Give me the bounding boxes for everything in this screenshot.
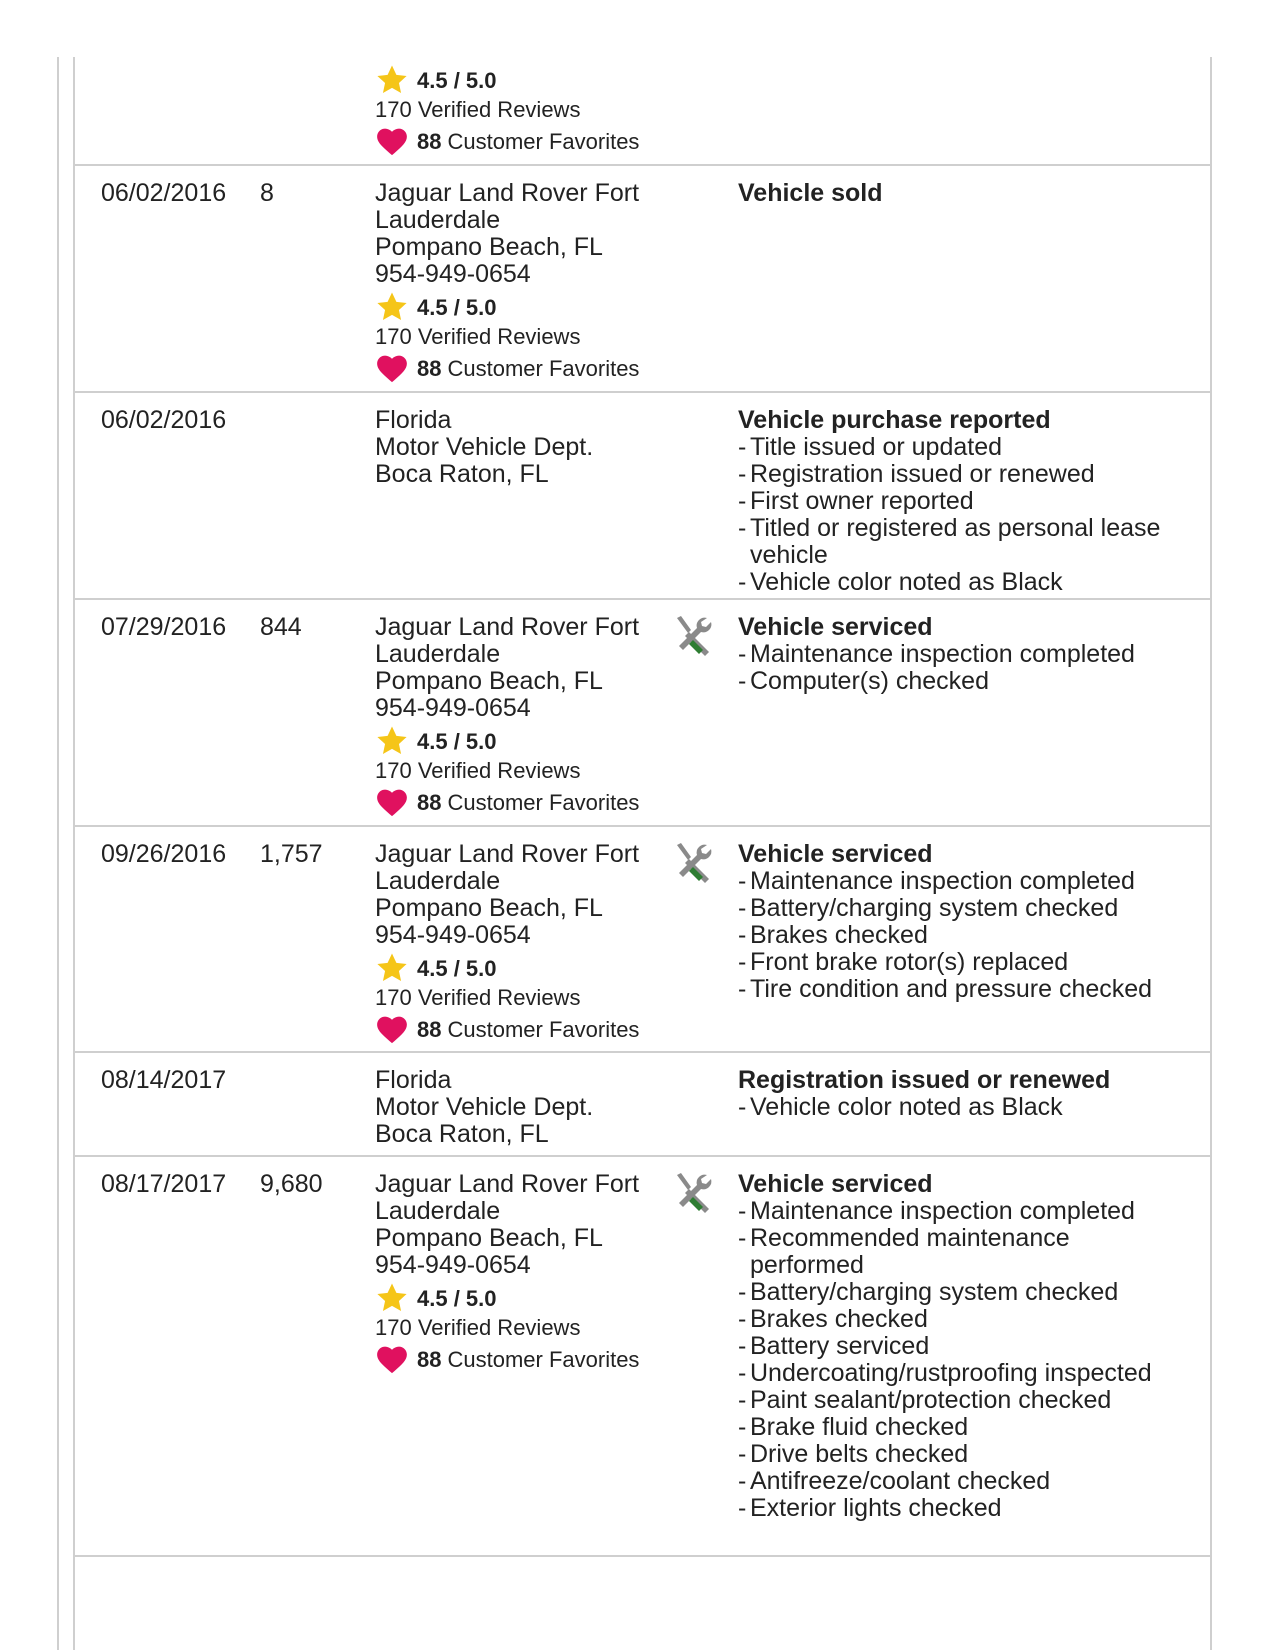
row-source bbox=[375, 841, 639, 1045]
table-row-partial bbox=[75, 57, 1210, 166]
event-detail: - Brakes checked bbox=[738, 1305, 928, 1333]
source-line: Motor Vehicle Dept. bbox=[375, 433, 594, 461]
event-detail: - Undercoating/rustproofing inspected bbox=[738, 1359, 1152, 1387]
rating-value: 4.5 / 5.0 bbox=[417, 294, 497, 320]
event-detail: - Paint sealant/protection checked bbox=[738, 1386, 1112, 1414]
history-table bbox=[73, 57, 1212, 1650]
source-line: Jaguar Land Rover Fort bbox=[375, 613, 640, 641]
customer-favorites bbox=[375, 352, 639, 384]
event-title: Vehicle purchase reported bbox=[738, 406, 1051, 434]
event-detail: - Tire condition and pressure checked bbox=[738, 975, 1153, 1003]
dealer-rating bbox=[375, 292, 639, 322]
favorites-count: 88 bbox=[417, 1346, 442, 1372]
source-line: Jaguar Land Rover Fort bbox=[375, 840, 640, 868]
source-line: Pompano Beach, FL bbox=[375, 1224, 603, 1252]
row-date: 06/02/2016 bbox=[101, 179, 227, 207]
source-line: Boca Raton, FL bbox=[375, 1120, 549, 1148]
event-detail: - Computer(s) checked bbox=[738, 667, 989, 695]
star-icon bbox=[375, 1281, 409, 1315]
event-detail: - Titled or registered as personal lease vehicle bbox=[738, 514, 1161, 569]
source-line: 954-949-0654 bbox=[375, 921, 531, 949]
event-detail: - First owner reported bbox=[738, 487, 974, 515]
star-icon bbox=[375, 724, 409, 758]
event-detail: - Battery serviced bbox=[738, 1332, 930, 1360]
event-detail: - Maintenance inspection completed bbox=[738, 867, 1135, 895]
row-comments bbox=[738, 1067, 1190, 1121]
heart-icon bbox=[375, 125, 409, 157]
favorites-label: Customer Favorites bbox=[447, 128, 640, 154]
customer-favorites bbox=[375, 125, 639, 157]
event-detail: - Registration issued or renewed bbox=[738, 460, 1095, 488]
rating-value: 4.5 / 5.0 bbox=[417, 728, 497, 754]
row-comments bbox=[738, 614, 1190, 695]
source-line: Pompano Beach, FL bbox=[375, 894, 603, 922]
source-line: Pompano Beach, FL bbox=[375, 233, 603, 261]
customer-favorites bbox=[375, 786, 639, 818]
favorites-count: 88 bbox=[417, 1016, 442, 1042]
event-title: Vehicle sold bbox=[738, 179, 883, 207]
event-detail: - Title issued or updated bbox=[738, 433, 1003, 461]
source-line: Boca Raton, FL bbox=[375, 460, 549, 488]
customer-favorites bbox=[375, 1343, 639, 1375]
rating-value: 4.5 / 5.0 bbox=[417, 955, 497, 981]
heart-icon bbox=[375, 1013, 409, 1045]
heart-icon bbox=[375, 1343, 409, 1375]
row-date: 07/29/2016 bbox=[101, 613, 227, 641]
source-line: Florida bbox=[375, 406, 452, 434]
event-detail: - Drive belts checked bbox=[738, 1440, 969, 1468]
row-comments bbox=[738, 1171, 1190, 1522]
star-icon bbox=[375, 290, 409, 324]
event-detail: - Battery/charging system checked bbox=[738, 1278, 1119, 1306]
customer-favorites bbox=[375, 1013, 639, 1045]
verified-reviews-link[interactable]: 170 Verified Reviews bbox=[375, 758, 581, 783]
source-line: Jaguar Land Rover Fort bbox=[375, 1170, 640, 1198]
row-date: 08/17/2017 bbox=[101, 1170, 227, 1198]
verified-reviews-link[interactable]: 170 Verified Reviews bbox=[375, 324, 581, 349]
source-line: Lauderdale bbox=[375, 640, 501, 668]
favorites-count: 88 bbox=[417, 789, 442, 815]
table-row bbox=[75, 393, 1210, 600]
table-row bbox=[75, 166, 1210, 393]
dealer-rating bbox=[375, 726, 639, 756]
row-date: 06/02/2016 bbox=[101, 406, 227, 434]
source-line: 954-949-0654 bbox=[375, 694, 531, 722]
source-line: 954-949-0654 bbox=[375, 1251, 531, 1279]
table-row bbox=[75, 600, 1210, 827]
heart-icon bbox=[375, 786, 409, 818]
event-title: Registration issued or renewed bbox=[738, 1066, 1111, 1094]
row-mileage: 844 bbox=[260, 613, 302, 641]
table-row bbox=[75, 827, 1210, 1053]
heart-icon bbox=[375, 352, 409, 384]
table-row bbox=[75, 1157, 1210, 1557]
event-detail: - Brakes checked bbox=[738, 921, 928, 949]
rating-value: 4.5 / 5.0 bbox=[417, 67, 497, 93]
service-tools-icon bbox=[671, 614, 715, 658]
row-source bbox=[375, 1171, 639, 1375]
event-detail: - Front brake rotor(s) replaced bbox=[738, 948, 1069, 976]
service-tools-icon bbox=[671, 1171, 715, 1215]
favorites-label: Customer Favorites bbox=[447, 1016, 640, 1042]
source-line: Lauderdale bbox=[375, 867, 501, 895]
service-tools-icon bbox=[671, 841, 715, 885]
row-comments bbox=[738, 841, 1190, 1003]
event-detail: - Exterior lights checked bbox=[738, 1494, 1002, 1522]
verified-reviews-link[interactable]: 170 Verified Reviews bbox=[375, 97, 581, 122]
event-detail: - Brake fluid checked bbox=[738, 1413, 969, 1441]
row-date: 09/26/2016 bbox=[101, 840, 227, 868]
event-detail: - Maintenance inspection completed bbox=[738, 1197, 1135, 1225]
favorites-label: Customer Favorites bbox=[447, 789, 640, 815]
source-line: Jaguar Land Rover Fort bbox=[375, 179, 640, 207]
row-comments bbox=[738, 407, 1190, 596]
dealer-rating bbox=[375, 1283, 639, 1313]
table-row bbox=[75, 1053, 1210, 1157]
event-title: Vehicle serviced bbox=[738, 1170, 933, 1198]
source-line: Pompano Beach, FL bbox=[375, 667, 603, 695]
row-source bbox=[375, 614, 639, 818]
verified-reviews-link[interactable]: 170 Verified Reviews bbox=[375, 985, 581, 1010]
event-title: Vehicle serviced bbox=[738, 840, 933, 868]
dealer-rating bbox=[375, 953, 639, 983]
source-line: Lauderdale bbox=[375, 1197, 501, 1225]
source-line: 954-949-0654 bbox=[375, 260, 531, 288]
star-icon bbox=[375, 63, 409, 97]
source-line: Motor Vehicle Dept. bbox=[375, 1093, 594, 1121]
row-comments bbox=[738, 180, 1190, 207]
event-detail: - Maintenance inspection completed bbox=[738, 640, 1135, 668]
event-detail: - Antifreeze/coolant checked bbox=[738, 1467, 1051, 1495]
star-icon bbox=[375, 951, 409, 985]
event-detail: - Vehicle color noted as Black bbox=[738, 1093, 1063, 1121]
row-source bbox=[375, 1067, 593, 1148]
favorites-label: Customer Favorites bbox=[447, 355, 640, 381]
favorites-count: 88 bbox=[417, 128, 442, 154]
favorites-count: 88 bbox=[417, 355, 442, 381]
event-detail: - Battery/charging system checked bbox=[738, 894, 1119, 922]
event-detail: - Vehicle color noted as Black bbox=[738, 568, 1063, 596]
row-mileage: 9,680 bbox=[260, 1170, 323, 1198]
service-icon-cell bbox=[671, 1171, 715, 1221]
row-mileage: 8 bbox=[260, 179, 274, 207]
rating-value: 4.5 / 5.0 bbox=[417, 1285, 497, 1311]
page-left-rule bbox=[57, 57, 59, 1650]
service-icon-cell bbox=[671, 614, 715, 664]
event-detail: - Recommended maintenance performed bbox=[738, 1224, 1070, 1279]
event-title: Vehicle serviced bbox=[738, 613, 933, 641]
verified-reviews-link[interactable]: 170 Verified Reviews bbox=[375, 1315, 581, 1340]
row-source bbox=[375, 407, 593, 488]
row-source bbox=[375, 180, 639, 384]
dealer-rating bbox=[375, 65, 639, 95]
row-date: 08/14/2017 bbox=[101, 1066, 227, 1094]
source-line: Florida bbox=[375, 1066, 452, 1094]
service-icon-cell bbox=[671, 841, 715, 891]
row-mileage: 1,757 bbox=[260, 840, 323, 868]
favorites-label: Customer Favorites bbox=[447, 1346, 640, 1372]
source-line: Lauderdale bbox=[375, 206, 501, 234]
